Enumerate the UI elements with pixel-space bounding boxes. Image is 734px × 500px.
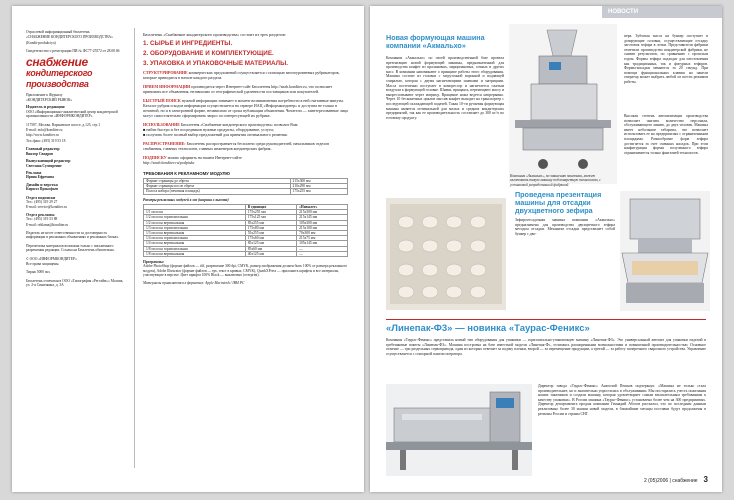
table-cell: 1/2 полосы вертикальная (144, 220, 246, 225)
table-cell: 1/4 полосы горизонтальная (144, 236, 246, 241)
masthead-web: http://www.konditer.ru (26, 133, 59, 138)
packaging-machine-photo (386, 384, 532, 476)
machine-illustration (620, 191, 710, 311)
bulletin-logo (26, 54, 126, 90)
table-cell: 1/8 полосы горизонтальная (144, 246, 246, 251)
masthead-name: Ирина Ефремова (26, 175, 54, 180)
table-cell: 1/4 полосы вертикальная (144, 241, 246, 246)
article-headline: Новая формующая машина компании «Акмальхо» (386, 33, 485, 50)
table-cell: 210х290 мм (290, 184, 347, 189)
logo-line: кондитерского (26, 67, 93, 78)
paragraph-usage (143, 122, 348, 137)
module-size-table (143, 204, 348, 257)
table-cell: 1/2 полосы горизонтальная (144, 215, 246, 220)
paragraph-body: коммерческих предложений осуществляется с помощью многоуровневых рубрикаторов, которые приводятся в начале каждого раздела. (143, 70, 340, 80)
masthead-heading: Издатель и редакция: (26, 104, 66, 110)
paragraph-search (143, 98, 348, 118)
paragraph-lead: РАСПРОСТРАНЕНИЕ: (143, 141, 186, 146)
right-page (370, 6, 722, 492)
paragraph-body: Бюллетеня «Снабжение кондитерского производства» позволит Вам: (179, 122, 299, 127)
masthead-heading: Отдел подписки (26, 194, 56, 200)
table-cell: 1/3 полосы горизонтальная (144, 225, 246, 230)
masthead-registration: Свидетельство о регистрации ПИ № ФС77-25572 от 28.08.06 (26, 49, 120, 54)
masthead-line: Приложение к Журналу (26, 92, 63, 97)
table-cell: 105х145 мм (297, 241, 348, 246)
masthead-name: Виктор Свидров (26, 151, 54, 156)
table-cell: 40х125 мм (245, 251, 296, 256)
main-column (143, 32, 348, 285)
masthead-copyright: © ООО «ИНФОРМКОНДИТЕР» (26, 256, 77, 261)
masthead-line: Отраслевой информационный бюллетень (26, 30, 90, 34)
photo-caption: Компания «Акмальхо», по заявлению заказчика, может изготовить такую машину под конкретную технологию, с установкой разработанной фабрикой. (510, 174, 601, 187)
logo-line: снабжение (26, 54, 88, 69)
section-divider (386, 319, 706, 320)
ad-requirements-title: ТРЕБОВАНИЯ К РЕКЛАМНОМУ МОДУЛЮ (143, 171, 230, 176)
table-cell: 215х75 мм (297, 236, 348, 241)
article-column: пера. Зубчатая масса на бункер поступает в дозирующие головки, осуществляющие отсадку заготовок зефира в лотки. Представители фабрики отметили производство кондитерской фабрики, не снизив результатов, по сравнению с прошлым годом. Формы зефира подходят для изготовления как традиционных, так и фигурных зефиров. Формы-насадки меняются за 20 секунд. При помощи функциональных клавиш на панели оператор может выбрать любой из шести режимов работы. (624, 34, 708, 84)
table-cell: 1/3 полосы вертикальная (144, 231, 246, 236)
table-cell: 85х125 мм (245, 241, 296, 246)
table-cell: Полоса набора (печатная площадь) (144, 189, 291, 194)
article-column: Компания «Акмальхо» по своей производственной базе провела презентацию новой формующей машины, предназначенной для производства конфет из пралиновых, марципановых, сочных и других масс. В компании напоминают о принципе работы этого оборудования. Машина состоит из головки с загрузочной воронкой и подающей спиралью, которая с двумя нагнетающими шнеками и матрицами. Масса постепенно поступает в компрессор и нагнетается сжатым воздухом к формующей головке. Шнеки, вращаясь, перемещают массу и выпрессовывают через матрицу. Вращение ножа ведется непрерывно. Через 10 бесконечных циклов массив конфет выходит на транспортер с последующей охлаждающей подачей. Такая 10-ти ручьевая формующая машина является оптимальной для малых и средних кондитерских предприятий, так как ее производительность составляет до 300 кг/ч по готовому продукту. (386, 56, 504, 120)
paragraph-lead: БЫСТРЫЙ ПОИСК (143, 98, 181, 103)
paragraph-body: Бюллетень распространяется бесплатно среди руководителей, начальников отделов снабжения, главных технологов, главных инженеров кондитерских фабрик. (143, 141, 330, 151)
table-cell: 70х300 мм (297, 231, 348, 236)
table-cell: 1/1 полосы (144, 210, 246, 215)
forming-machine-photo (509, 24, 617, 184)
masthead-address: 117587, Москва, Варшавское шоссе, д.125, стр.1 (26, 122, 101, 127)
product-tray-photo (386, 198, 506, 310)
masthead-heading: Отдел рекламы (26, 211, 55, 217)
masthead-email: E-mail: reklama@konditer.ru (26, 222, 69, 227)
table-cell: — (297, 251, 348, 256)
product-illustration (386, 198, 506, 310)
masthead-line: «КОНДИТЕРСКИЙ РЫНОК» (26, 98, 73, 103)
table-cell: 175х125 мм (245, 215, 296, 220)
format-table (143, 178, 348, 195)
logo-line: производства (26, 78, 89, 89)
article-headline: Проведена презентация машины для отсадки двухцветного зефира (515, 190, 602, 215)
left-page (12, 6, 364, 492)
table-cell: 215х145 мм (297, 215, 348, 220)
programs-heading: Программы: (143, 260, 164, 265)
intro-text: Бюллетень «Снабжение кондитерского производства» состоит из трех разделов: (143, 32, 286, 37)
article-column: Директор завода «Таурас-Феникс» Анатолий Пешков подчеркнул: «Машина не только стала производительнее, но и значительно упростилась в обслуживании. Мы постарались учесть пожелания наших заказчиков и создали машину, которая удовлетворяет самым взыскательным требованиям к качеству упаковки». В России машина «Таурас-Феникс» установлена более чем на 300 предприятиях. Директор департамента продаж компании Геннадий Абосов рассказал, что по последним данным реализовано более 30 машин новой модели, в ближайшие месяцы поставки будут продолжены в регионы России и страны СНГ. (538, 384, 706, 416)
masthead-phone: Тел.: (495) 319 53 88 (26, 217, 58, 222)
article-headline: «Линепак-Ф3» — новинка «Таурас-Феникс» (386, 323, 590, 334)
table-header: «Навылет» (297, 205, 348, 210)
table-cell: 55х255 мм (245, 231, 296, 236)
table-cell: 175х255 мм (245, 210, 296, 215)
page-number: 3 (703, 475, 708, 484)
masthead-printer: Бюллетень отпечатан в ООО «Типография «Регтайм»» Москва, ул. 2-я Синичкина, д. 3А (26, 278, 124, 288)
masthead-phone: Тел.: (495) 319 29 27 (26, 199, 58, 204)
table-header: В единицах (245, 205, 296, 210)
programs-text: Adobe PhotoShop (формат файлов — tiff, разрешение 300 dpi, CMYK, размер изображения должен быть 100% от размера рекламного модуля), Adobe Illustrator (формат файлов — eps, текст в кривых, CMYK), QuarkXPress — приложить шрифты и все материалы, участвующие в верстке. Цвет шрифта 100% Black — выключено (overprint). (143, 264, 348, 278)
subscription-link[interactable]: http://snab.konditer.ru/podpiska (143, 160, 195, 165)
paragraph-body: можно оформить на нашем Интернет-сайте (166, 155, 242, 160)
paragraph-lead: ПРИЕМ ИНФОРМАЦИИ (143, 84, 191, 89)
table-cell: 105х300 мм (297, 220, 348, 225)
masthead-line: ООО «Информационно-аналитический центр кондитерской промышленности «ИНФОРМКОНДИТЕР» (26, 109, 118, 119)
paragraph-lead: ИСПОЛЬЗОВАНИЕ (143, 122, 180, 127)
table-cell: 215х300 мм (290, 179, 347, 184)
issue-label: 2 (05)2006 | снабжение (643, 478, 698, 484)
table-cell: 175х60 мм (245, 236, 296, 241)
section-heading: 1. СЫРЬЕ И ИНГРЕДИЕНТЫ. (143, 40, 233, 47)
section-tag: НОВОСТИ (602, 6, 722, 18)
column-divider (134, 28, 135, 468)
table-cell: — (297, 246, 348, 251)
bullet-item: ■ получить более полный выбор предложений для принятия оптимального решения. (143, 132, 288, 137)
machine-illustration (386, 384, 532, 476)
section-heading: 2. ОБОРУДОВАНИЕ И КОМПЛЕКТУЮЩИЕ. (143, 50, 274, 57)
table-cell: Формат страницы после обреза (144, 184, 291, 189)
masthead-name: Светлана Суспирение (26, 163, 62, 168)
machine-illustration (509, 24, 617, 184)
masthead-heading: Дизайн и верстка (26, 181, 58, 187)
paragraph-reception (143, 84, 348, 94)
table-cell: 85х60 мм (245, 246, 296, 251)
masthead-disclaimer: Перепечатка материалов возможна только с письменного разрешения редакции. Ссылка на Бюллетень обязательна. (26, 243, 115, 253)
table-cell: 175х80 мм (245, 225, 296, 230)
paragraph-subscription (143, 155, 348, 165)
table-cell: 215х100 мм (297, 225, 348, 230)
sizes-caption: Размеры рекламных модулей в мм (ширина х высота) (143, 197, 229, 202)
section-heading: 3. УПАКОВКА И УПАКОВОЧНЫЕ МАТЕРИАЛЫ. (143, 60, 289, 67)
masthead-line: «СНАБЖЕНИЕ КОНДИТЕРСКОГО ПРОИЗВОДСТВА» (26, 35, 113, 40)
article-column: Компания «Таурас-Феникс» представила новый тип оборудования для упаковки — горизонтально-упаковочную машину «Линепак-Ф3». Это универсальный автомат для упаковки изделий в гребешковые пакеты «Линепак-Ф3». Машина построена на базе известной модели «Линепак-Ф», отличаясь расширенными возможностями и повышенной производительностью. Основное отличие — три раздельных сервопривода, один из которых отвечает за подачу пленки, второй — за перемещение продукции, а третий — за работу поперечного сварочного устройства. Управление осуществляется с сенсорной панели оператора. (386, 338, 706, 356)
masthead-email: E-mail: service@konditer.ru (26, 205, 67, 210)
masthead-name: Кирилл Прокофьев (26, 187, 59, 192)
table-cell: 1/8 полосы вертикальная (144, 251, 246, 256)
table-cell: 215х300 мм (297, 210, 348, 215)
media-note: Материалы принимаются в форматах: Apple Macintosh / IBM PC (143, 280, 245, 285)
masthead-print-run: Тираж 5000 экз. (26, 270, 51, 275)
masthead-phone: Тел./факс: (495) 319 53 18 (26, 138, 66, 143)
paragraph-lead: СТРУКТУРИРОВАНИЕ (143, 70, 188, 75)
article-column: Высокая степень автоматизации производства позволяет снизить количество персонала, обслуживающего линию, до двух человек. Машина имеет небольшие габариты, что позволяет использовать ее на предприятиях с ограниченными площадями. Разнообразие форм зефира достигается за счет сменных насадок. При этом конфигурация формы полученного зефира ограничивается только фантазией технологов. (624, 114, 708, 155)
bullet-item: ■ найти быстро и без посредников нужные продукты, оборудование, услуги; (143, 127, 274, 132)
table-cell: 85х255 мм (245, 220, 296, 225)
masthead-disclaimer: Издатель не несет ответственности за достоверность информации в рекламных объявлениях и рекламных блоках. (26, 230, 119, 240)
masthead-email: E-mail: info@konditer.ru (26, 128, 63, 133)
page-footer (644, 475, 708, 484)
table-cell: 175х255 мм (290, 189, 347, 194)
table-cell: Формат страницы до обреза (144, 179, 291, 184)
masthead-rights: Все права защищены. (26, 262, 60, 266)
masthead-heading: Главный редактор (26, 146, 60, 152)
masthead-heading: Выпускающий редактор (26, 158, 71, 164)
paragraph-lead: ПОДПИСКУ (143, 155, 167, 160)
masthead (26, 30, 126, 289)
paragraph-body: производится через Интернет-сайт Бюллетеня http://snab.konditer.ru, что позволяет принимать все объявления, независимо от географической удаленности поставщиков или покупателей. (143, 84, 333, 94)
table-row (144, 251, 348, 256)
paragraph-body: нужной информации занимает в момент возникновения потребности в ней считанные минуты. Каталог рубрик и кодов информации осуществляется на сервере ИАЦ «Информкондитер» и доступна не только в печатной, но и в электронной форме, независимо от срока публикации объявления. Читатели — заинтересованные лица могут самостоятельно сформировать запрос по интересующей их рубрике. (143, 98, 348, 118)
paragraph-structuring (143, 70, 348, 80)
table-row (144, 189, 348, 194)
masthead-line: (Kondit-produkciya) (26, 40, 56, 45)
masthead-heading: Реклама (26, 169, 42, 175)
zephyr-machine-photo (620, 191, 710, 311)
programs-note (143, 260, 348, 278)
paragraph-distribution (143, 141, 348, 151)
article-column: Зефироотсадочная машина компании «Акмальхо» предназначена для производства двухцветного зефира методом отсадки. Механизм отсадки представляет собой бункер с дво- (515, 218, 615, 236)
